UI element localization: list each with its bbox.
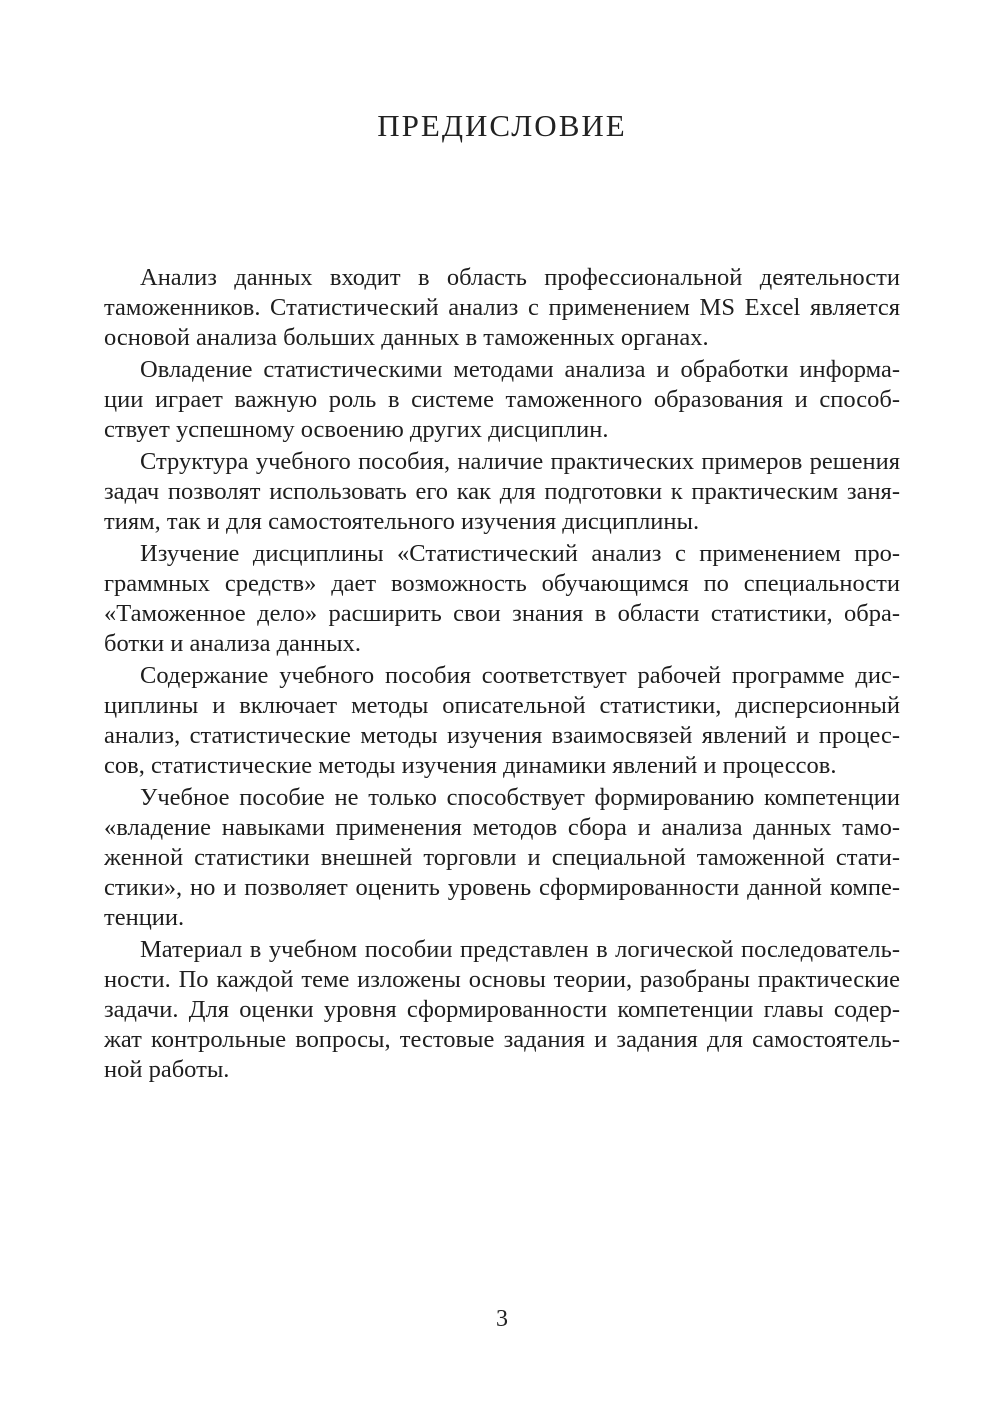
page-title: ПРЕДИСЛОВИЕ [377, 108, 627, 143]
paragraph-line: сов, статистические методы изучения динамики явлений и процессов. [104, 752, 837, 779]
paragraph-1 [104, 263, 900, 353]
paragraph-line: ности. По каждой теме изложены основы теории, разобраны практические [104, 966, 900, 993]
paragraph-7 [104, 935, 900, 1085]
paragraph-line: стики», но и позволяет оценить уровень сформированности данной компе- [104, 874, 900, 901]
paragraph-line: тиям, так и для самостоятельного изучения дисциплины. [104, 508, 700, 535]
paragraph-3 [104, 447, 900, 537]
paragraph-5 [104, 661, 900, 781]
paragraph-line: Материал в учебном пособии представлен в логической последователь- [140, 936, 900, 963]
paragraph-2 [104, 355, 900, 445]
paragraph-line: Учебное пособие не только способствует формированию компетенции [140, 784, 900, 811]
paragraph-line: «Таможенное дело» расширить свои знания в области статистики, обра- [104, 600, 900, 627]
paragraph-line: таможенников. Статистический анализ с применением MS Excel является [104, 294, 900, 321]
paragraph-line: ной работы. [104, 1056, 230, 1083]
paragraph-line: Структура учебного пособия, наличие практических примеров решения [140, 448, 900, 475]
paragraph-line: основой анализа больших данных в таможенных органах. [104, 324, 709, 351]
paragraph-line: «владение навыками применения методов сбора и анализа данных тамо- [104, 814, 900, 841]
paragraph-6 [104, 783, 900, 933]
body-text [104, 263, 900, 1085]
paragraph-line: Овладение статистическими методами анализа и обработки информа- [140, 356, 900, 383]
paragraph-line: Анализ данных входит в область профессиональной деятельности [140, 264, 900, 291]
paragraph-line: ботки и анализа данных. [104, 630, 361, 657]
paragraph-line: задачи. Для оценки уровня сформированности компетенции главы содер- [104, 996, 900, 1023]
paragraph-line: жат контрольные вопросы, тестовые задания и задания для самостоятель- [104, 1026, 900, 1053]
paragraph-line: циплины и включает методы описательной статистики, дисперсионный [104, 692, 900, 719]
paragraph-line: граммных средств» дает возможность обучающимся по специальности [104, 570, 900, 597]
paragraph-line: ствует успешному освоению других дисциплин. [104, 416, 609, 443]
paragraph-line: анализ, статистические методы изучения взаимосвязей явлений и процес- [104, 722, 900, 749]
page-number: 3 [496, 1306, 508, 1332]
paragraph-line: Содержание учебного пособия соответствует рабочей программе дис- [140, 662, 900, 689]
paragraph-line: женной статистики внешней торговли и специальной таможенной стати- [104, 844, 900, 871]
paragraph-4 [104, 539, 900, 659]
paragraph-line: Изучение дисциплины «Статистический анализ с применением про- [140, 540, 900, 567]
paragraph-line: ции играет важную роль в системе таможенного образования и способ- [104, 386, 900, 413]
paragraph-line: задач позволят использовать его как для подготовки к практическим заня- [104, 478, 900, 505]
paragraph-line: тенции. [104, 904, 185, 931]
